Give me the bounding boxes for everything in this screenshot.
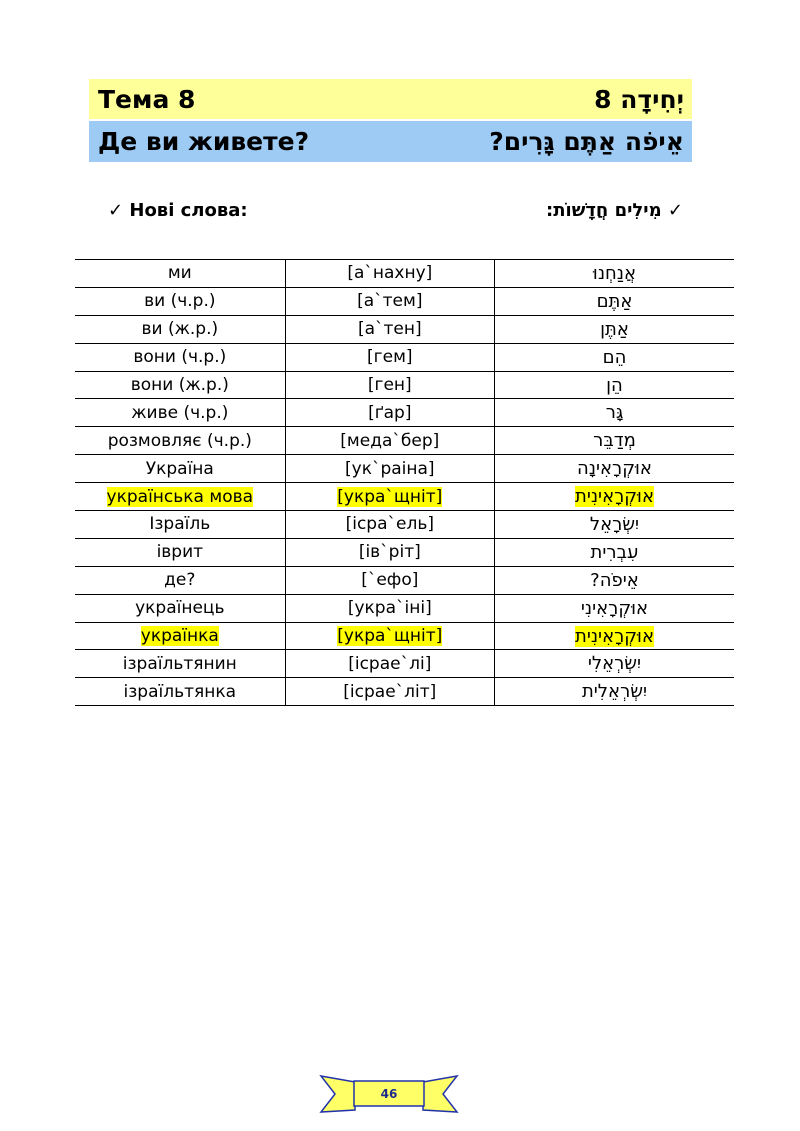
word-he-cell — [494, 455, 734, 483]
word-uk: Ізраїль — [149, 514, 211, 535]
page-number-ribbon — [319, 1072, 459, 1116]
page-number: 46 — [380, 1086, 398, 1101]
question-band — [89, 121, 692, 162]
word-he: אַתֶּן — [600, 318, 629, 340]
word-he: מְדַבֵּר — [593, 430, 636, 452]
word-he: אוּקְרָאִינִית — [574, 625, 654, 647]
transcription-cell — [285, 538, 494, 566]
word-uk-cell — [75, 427, 285, 455]
table-row — [75, 427, 734, 455]
table-row — [75, 260, 734, 288]
word-he: אוּקְרָאִינָה — [577, 458, 652, 480]
checkmark-icon: ✓ — [108, 200, 124, 221]
table-row — [75, 650, 734, 678]
vocabulary-table — [75, 259, 734, 706]
word-he-cell — [494, 678, 734, 706]
word-he: הֵם — [602, 346, 627, 368]
transcription-cell — [285, 511, 494, 539]
word-he: אוּקְרָאִינִי — [580, 597, 649, 619]
table-row — [75, 622, 734, 650]
transcription-cell — [285, 566, 494, 594]
transcription: [укра`щніт] — [337, 626, 443, 647]
word-he: יִשְׂרְאֵלִית — [581, 681, 648, 703]
question-uk: Де ви живете? — [98, 127, 310, 156]
transcription: [а`тен] — [357, 319, 422, 340]
transcription: [ісрае`літ] — [343, 681, 437, 702]
transcription-cell — [285, 343, 494, 371]
transcription-cell — [285, 678, 494, 706]
table-row — [75, 315, 734, 343]
transcription: [ісра`ель] — [345, 514, 434, 535]
word-uk-cell — [75, 260, 285, 288]
transcription-cell — [285, 650, 494, 678]
word-he-cell — [494, 650, 734, 678]
word-uk: Україна — [145, 458, 214, 479]
transcription: [ук`раіна] — [345, 458, 435, 479]
transcription-cell — [285, 427, 494, 455]
table-row — [75, 483, 734, 511]
table-row — [75, 566, 734, 594]
word-he-cell — [494, 594, 734, 622]
word-uk: вони (ж.р.) — [130, 375, 229, 395]
transcription: [`ефо] — [361, 570, 419, 591]
word-uk: ви (ч.р.) — [144, 291, 216, 312]
word-uk-cell — [75, 483, 285, 511]
transcription-cell — [285, 483, 494, 511]
transcription-cell — [285, 315, 494, 343]
transcription: [ів`ріт] — [358, 542, 421, 563]
transcription-cell — [285, 287, 494, 315]
word-he-cell — [494, 538, 734, 566]
word-he-cell — [494, 483, 734, 511]
table-row — [75, 511, 734, 539]
word-uk-cell — [75, 315, 285, 343]
word-uk-cell — [75, 650, 285, 678]
word-he: הֵן — [606, 374, 623, 396]
word-uk: ізраїльтянин — [122, 653, 237, 674]
word-he: יִשְׂרְאֵלִי — [587, 653, 642, 675]
word-he-cell — [494, 343, 734, 371]
word-uk-cell — [75, 455, 285, 483]
table-row — [75, 343, 734, 371]
table-row — [75, 538, 734, 566]
word-he-cell — [494, 260, 734, 288]
transcription: [а`нахну] — [347, 263, 433, 284]
word-uk: ми — [167, 263, 192, 284]
transcription: [а`тем] — [357, 291, 423, 312]
word-uk-cell — [75, 511, 285, 539]
transcription-cell — [285, 622, 494, 650]
word-he-cell — [494, 427, 734, 455]
table-row — [75, 371, 734, 399]
table-row — [75, 399, 734, 427]
new-words-text-he: מִילִים חֲדָשׁוֹת: — [546, 200, 662, 221]
word-he-cell — [494, 399, 734, 427]
word-he-cell — [494, 287, 734, 315]
word-uk-cell — [75, 343, 285, 371]
word-uk: іврит — [156, 542, 204, 563]
table-row — [75, 287, 734, 315]
transcription: [меда`бер] — [340, 430, 440, 451]
word-uk: українка — [140, 626, 219, 647]
word-uk-cell — [75, 678, 285, 706]
word-uk-cell — [75, 538, 285, 566]
word-he-cell — [494, 371, 734, 399]
word-he-cell — [494, 622, 734, 650]
transcription-cell — [285, 371, 494, 399]
word-uk-cell — [75, 594, 285, 622]
transcription-cell — [285, 594, 494, 622]
transcription: [гем] — [367, 347, 413, 368]
transcription-cell — [285, 260, 494, 288]
word-he-cell — [494, 566, 734, 594]
word-uk-cell — [75, 287, 285, 315]
word-he: אֲנַחְנוּ — [592, 262, 637, 284]
word-uk-cell — [75, 566, 285, 594]
word-uk: ізраїльтянка — [123, 681, 237, 702]
transcription: [ген] — [367, 375, 412, 395]
transcription: [укра`щніт] — [337, 486, 443, 507]
word-uk: розмовляє (ч.р.) — [107, 430, 252, 451]
new-words-label-he — [546, 200, 683, 221]
new-words-text-uk: Нові слова: — [129, 200, 248, 221]
word-uk-cell — [75, 622, 285, 650]
word-he: אֵיפֹה? — [590, 569, 639, 591]
checkmark-icon: ✓ — [667, 200, 683, 221]
transcription: [ґар] — [368, 402, 412, 423]
word-he: אוּקְרָאִינִית — [574, 486, 654, 508]
table-row — [75, 678, 734, 706]
topic-title-uk: Тема 8 — [98, 84, 196, 114]
new-words-label-uk — [108, 200, 248, 221]
word-uk-cell — [75, 371, 285, 399]
word-he: יִשְׂרָאֵל — [589, 513, 640, 535]
word-uk: де? — [164, 570, 196, 591]
word-he-cell — [494, 315, 734, 343]
word-uk: живе (ч.р.) — [131, 402, 229, 423]
question-he: אֵיפֹה אַתֶּם גָּרִים? — [489, 127, 684, 156]
word-he: אַתֶּם — [596, 290, 633, 312]
new-words-heading — [108, 200, 683, 221]
word-he: גָּר — [605, 402, 624, 424]
word-he: עִבְרִית — [590, 541, 639, 563]
table-row — [75, 455, 734, 483]
word-uk: українець — [135, 598, 225, 619]
transcription: [укра`іні] — [347, 598, 432, 619]
word-uk: ви (ж.р.) — [141, 319, 219, 340]
transcription-cell — [285, 399, 494, 427]
word-uk: вони (ч.р.) — [133, 347, 227, 368]
transcription-cell — [285, 455, 494, 483]
topic-band — [89, 79, 692, 119]
word-uk-cell — [75, 399, 285, 427]
topic-title-he: יְחִידָה 8 — [594, 84, 684, 114]
transcription: [ісрае`лі] — [348, 653, 432, 674]
table-row — [75, 594, 734, 622]
word-he-cell — [494, 511, 734, 539]
word-uk: українська мова — [106, 486, 254, 507]
